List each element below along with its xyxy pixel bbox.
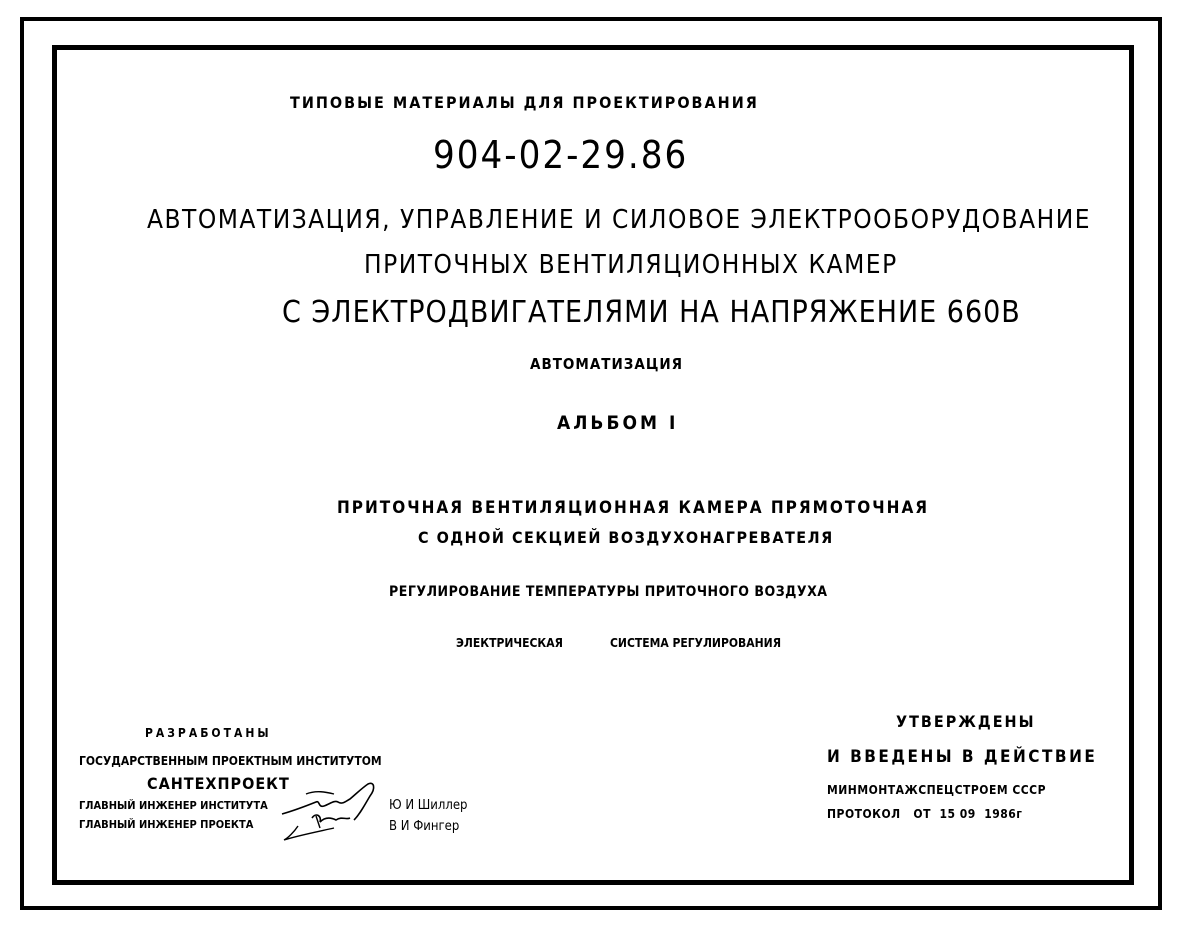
subtitle-line-1: ПРИТОЧНАЯ ВЕНТИЛЯЦИОННАЯ КАМЕРА ПРЯМОТОЧНАЯ bbox=[337, 498, 930, 518]
developed-organization: САНТЕХПРОЕКТ bbox=[147, 774, 290, 793]
section-title: АВТОМАТИЗАЦИЯ bbox=[530, 355, 684, 373]
document-number: 904-02-29.86 bbox=[433, 133, 689, 177]
approved-line-1: УТВЕРЖДЕНЫ bbox=[896, 712, 1036, 731]
chief-engineer-project-label: ГЛАВНЫЙ ИНЖЕНЕР ПРОЕКТА bbox=[79, 818, 254, 831]
subtitle-line-3: РЕГУЛИРОВАНИЕ ТЕМПЕРАТУРЫ ПРИТОЧНОГО ВОЗДУХА bbox=[389, 584, 828, 600]
approval-protocol: ПРОТОКОЛ ОТ 15 09 1986г bbox=[827, 807, 1023, 821]
approved-line-2: И ВВЕДЕНЫ В ДЕЙСТВИЕ bbox=[827, 747, 1098, 767]
developed-institute: ГОСУДАРСТВЕННЫМ ПРОЕКТНЫМ ИНСТИТУТОМ bbox=[79, 754, 382, 768]
main-title-line-3: С ЭЛЕКТРОДВИГАТЕЛЯМИ НА НАПРЯЖЕНИЕ 660В bbox=[282, 295, 1021, 330]
series-title: ТИПОВЫЕ МАТЕРИАЛЫ ДЛЯ ПРОЕКТИРОВАНИЯ bbox=[290, 93, 759, 112]
developed-heading: РАЗРАБОТАНЫ bbox=[145, 726, 272, 740]
chief-engineer-institute-name: Ю И Шиллер bbox=[389, 798, 468, 813]
handwritten-signature bbox=[276, 780, 386, 842]
main-title-line-1: АВТОМАТИЗАЦИЯ, УПРАВЛЕНИЕ И СИЛОВОЕ ЭЛЕКТРООБОРУДОВАНИЕ bbox=[147, 205, 1091, 235]
subtitle-line-4a: ЭЛЕКТРИЧЕСКАЯ bbox=[456, 636, 563, 650]
chief-engineer-institute-label: ГЛАВНЫЙ ИНЖЕНЕР ИНСТИТУТА bbox=[79, 799, 268, 812]
subtitle-line-2: С ОДНОЙ СЕКЦИЕЙ ВОЗДУХОНАГРЕВАТЕЛЯ bbox=[418, 528, 834, 547]
approved-by-ministry: МИНМОНТАЖСПЕЦСТРОЕМ СССР bbox=[827, 783, 1046, 797]
subtitle-line-4b: СИСТЕМА РЕГУЛИРОВАНИЯ bbox=[610, 636, 782, 650]
chief-engineer-project-name: В И Фингер bbox=[389, 819, 460, 834]
main-title-line-2: ПРИТОЧНЫХ ВЕНТИЛЯЦИОННЫХ КАМЕР bbox=[364, 250, 898, 280]
album-title: АЛЬБОМ I bbox=[557, 412, 679, 434]
